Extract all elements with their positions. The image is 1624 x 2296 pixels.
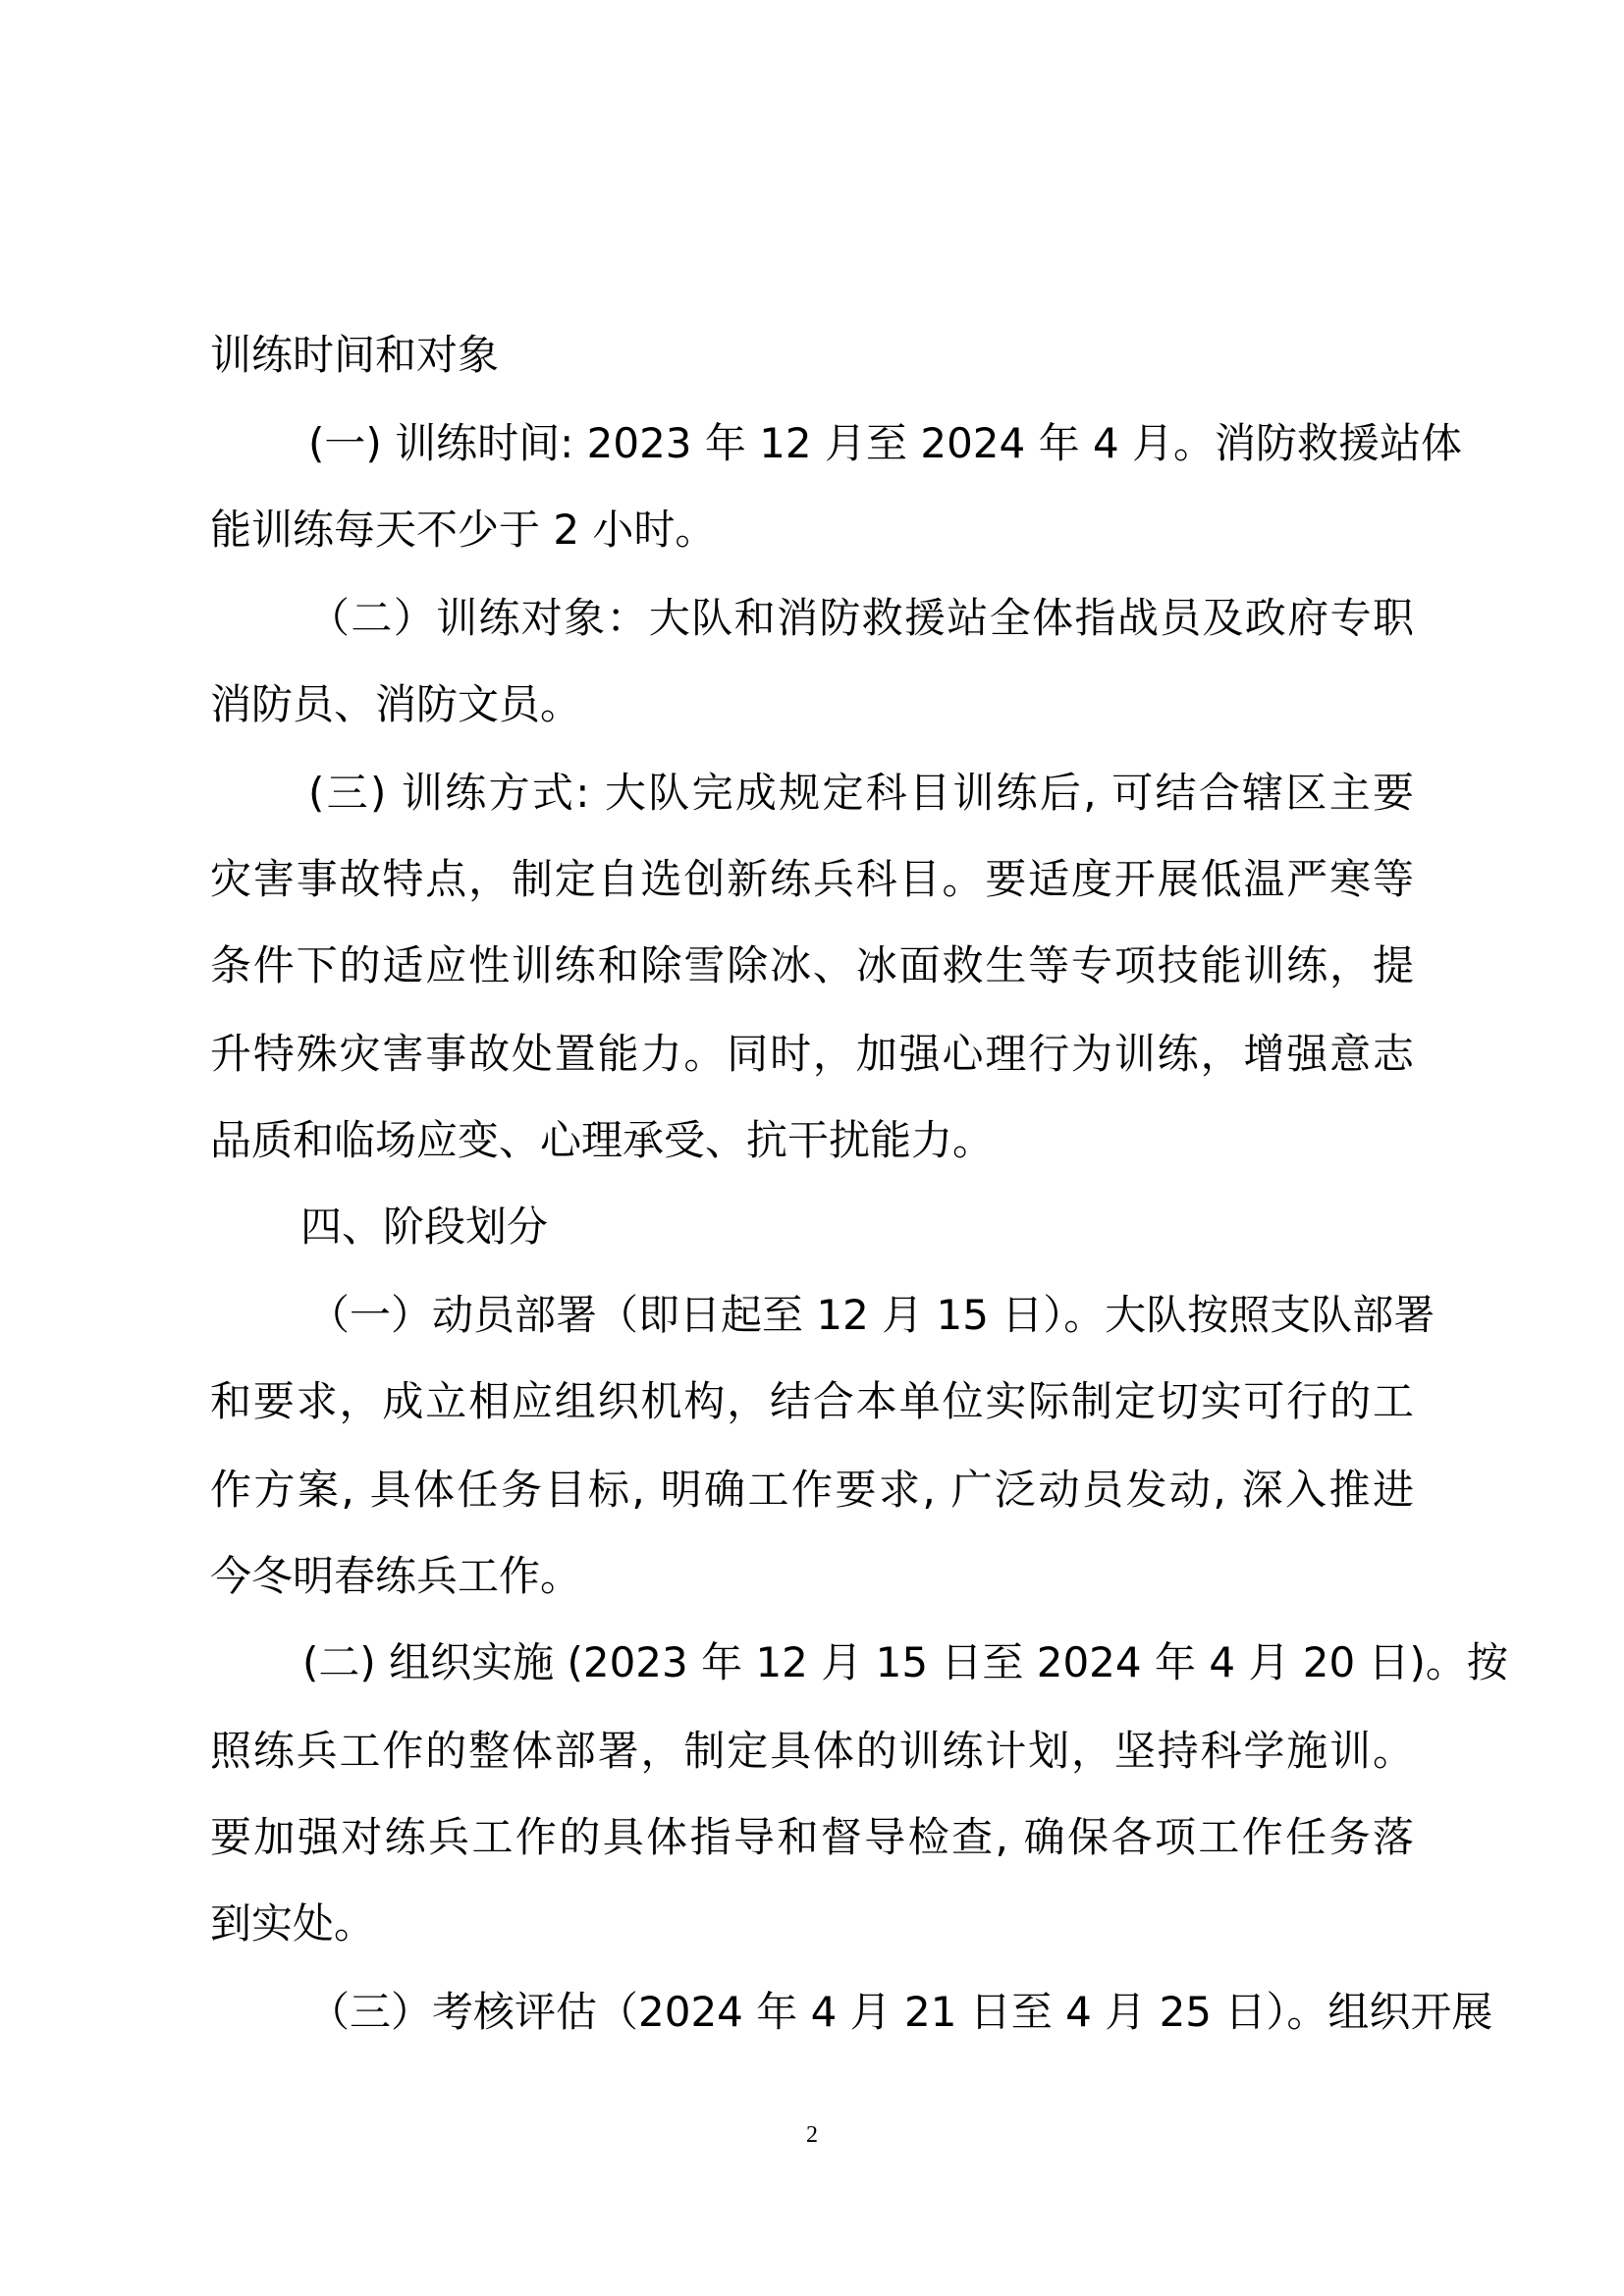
text-line-16: (二) 组织实施 (2023 年 12 月 15 日至 2024 年 4 月 20 日)。按	[302, 1638, 1508, 1686]
text-line-9: 升特殊灾害事故处置能力。同时，加强心理行为训练，增强意志	[210, 1030, 1414, 1078]
page-number: 2	[806, 2122, 818, 2148]
text-line-7: 灾害事故特点，制定自选创新练兵科目。要适度开展低温严寒等	[210, 855, 1414, 903]
text-line-14: 作方案, 具体任务目标, 明确工作要求, 广泛动员发动, 深入推进	[210, 1466, 1414, 1514]
text-line-1: 训练时间和对象	[210, 331, 500, 379]
text-line-4: （二）训练对象：大队和消防救援站全体指战员及政府专职	[308, 594, 1414, 642]
text-line-13: 和要求，成立相应组织机构，结合本单位实际制定切实可行的工	[210, 1377, 1414, 1425]
section-heading: 四、阶段划分	[300, 1202, 549, 1251]
text-line-10: 品质和临场应变、心理承受、抗干扰能力。	[210, 1116, 995, 1164]
text-line-20: （三）考核评估（2024 年 4 月 21 日至 4 月 25 日）。组织开展	[308, 1988, 1493, 2036]
text-line-18: 要加强对练兵工作的具体指导和督导检查, 确保各项工作任务落	[210, 1813, 1414, 1861]
text-line-19: 到实处。	[210, 1899, 376, 1948]
text-line-8: 条件下的适应性训练和除雪除冰、冰面救生等专项技能训练，提	[210, 941, 1414, 989]
text-line-12: （一）动员部署（即日起至 12 月 15 日）。大队按照支队部署	[308, 1291, 1435, 1339]
text-line-17: 照练兵工作的整体部署，制定具体的训练计划，坚持科学施训。	[210, 1727, 1414, 1775]
text-line-2: (一) 训练时间: 2023 年 12 月至 2024 年 4 月。消防救援站体	[308, 419, 1463, 467]
text-line-3: 能训练每天不少于 2 小时。	[210, 506, 717, 554]
text-line-5: 消防员、消防文员。	[210, 680, 582, 728]
text-line-15: 今冬明春练兵工作。	[210, 1552, 582, 1600]
text-line-6: (三) 训练方式: 大队完成规定科目训练后, 可结合辖区主要	[308, 769, 1414, 817]
